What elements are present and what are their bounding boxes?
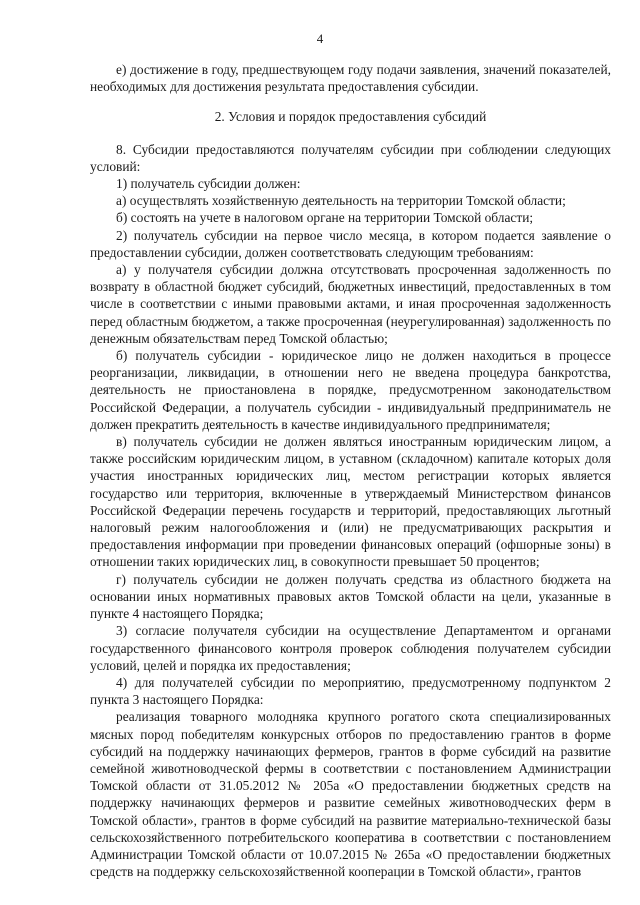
paragraph: 8. Субсидии предоставляются получателям субсидии при соблюдении следующих условий: — [90, 141, 611, 174]
paragraph: б) состоять на учете в налоговом органе на территории Томской области; — [116, 210, 534, 226]
document-body — [90, 61, 611, 880]
paragraph: реализация товарного молодняка крупного рогатого скота специализированных мясных пород победителям конкурсных отборов по предоставлению грантов в форме субсидий на поддержку начинающих фермеров, грантов в форме субсидий на развитие семейной животноводческой фермы в соответствии с постановлением Администрации Томской области от 31.05.2012 № 205а «О предоставлении бюджетных средств на поддержку начинающих фермеров и развитие семейных животноводческих ферм в Томской области», грантов в форме субсидий на развитие материально-технической базы сельскохозяйственного потребительского кооператива в соответствии с постановлением Администрации Томской области от 10.07.2015 № 265а «О предоставлении бюджетных средств на поддержку сельскохозяйственной кооперации в Томской области», грантов — [90, 709, 611, 880]
paragraph: 3) согласие получателя субсидии на осуществление Департаментом и органами государственного финансового контроля проверок соблюдения получателем субсидии условий, целей и порядка их предоставления; — [90, 623, 611, 673]
paragraph: а) осуществлять хозяйственную деятельность на территории Томской области; — [116, 193, 566, 209]
paragraph: 1) получатель субсидии должен: — [116, 176, 301, 192]
paragraph: г) получатель субсидии не должен получать средства из областного бюджета на основании иных нормативных правовых актов Томской области на цели, указанные в пункте 4 настоящего Порядка; — [90, 571, 611, 622]
section-heading: 2. Условия и порядок предоставления субсидий — [214, 109, 487, 125]
intro-item-e: е) достижение в году, предшествующем году подачи заявления, значений показателей, необходимых для достижения результата предоставления субсидии. — [90, 62, 611, 95]
paragraph: 4) для получателей субсидии по мероприятию, предусмотренному подпунктом 2 пункта 3 настоящего Порядка: — [90, 674, 611, 708]
paragraph: а) у получателя субсидии должна отсутствовать просроченная задолженность по возврату в областной бюджет субсидий, бюджетных инвестиций, предоставленных в том числе в соответствии с иными правовыми актами, и иная просроченная задолженность перед областным бюджетом, а также просроченная (неурегулированная) задолженность по денежным обязательствам перед Томской областью; — [90, 262, 611, 346]
paragraph: в) получатель субсидии не должен являться иностранным юридическим лицом, а также российским юридическим лицом, в уставном (складочном) капитале которых доля участия иностранных юридических лиц, местом регистрации которых является государство или территория, включенные в утверждаемый Министерством финансов Российской Федерации перечень государств и территорий, предоставляющих льготный налоговый режим налогообложения и (или) не предусматривающих раскрытия и предоставления информации при проведении финансовых операций (офшорные зоны) в отношении таких юридических лиц, в совокупности превышает 50 процентов; — [90, 434, 611, 570]
paragraph: 2) получатель субсидии на первое число месяца, в котором подается заявление о предоставлении субсидии, должен соответствовать следующим требованиям: — [90, 227, 611, 260]
paragraph: б) получатель субсидии - юридическое лицо не должен находиться в процессе реорганизации, ликвидации, в отношении него не введена процедура банкротства, деятельность не приостановлена в порядке, предусмотренном законодательством Российской Федерации, а получатель субсидии - индивидуальный предприниматель не должен прекратить деятельность в качестве индивидуального предпринимателя; — [90, 348, 611, 432]
page-number: 4 — [316, 31, 324, 46]
